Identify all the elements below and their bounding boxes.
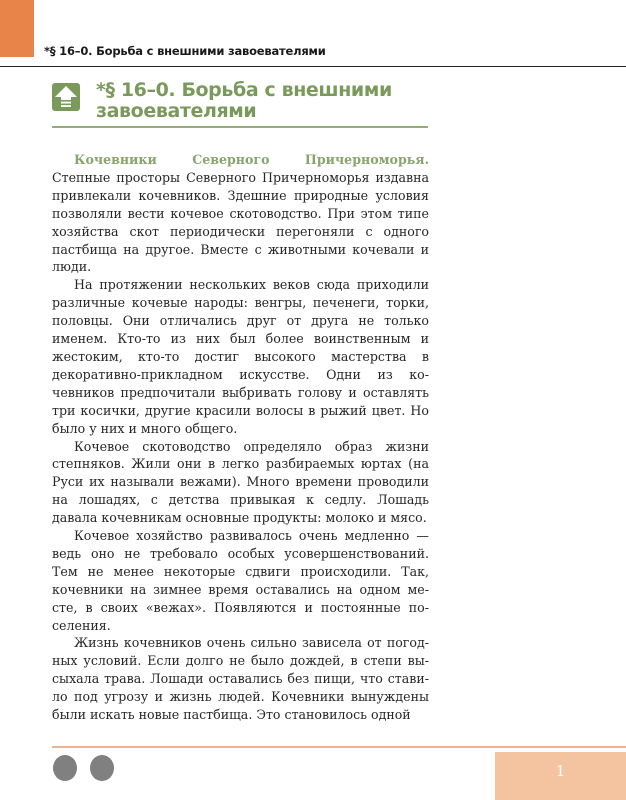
running-header: *§ 16–0. Борьба с внешними завоевателями bbox=[44, 44, 326, 58]
title-underline bbox=[52, 126, 428, 128]
paragraph bbox=[52, 527, 429, 634]
paragraph bbox=[52, 151, 429, 276]
decorative-dot bbox=[53, 755, 77, 781]
paragraph bbox=[52, 438, 429, 528]
paragraph-lead: Кочевники Северного Причерноморья. bbox=[74, 152, 429, 167]
paragraph-text: Кочевое скотоводство определяло образ жизни степняков. Жили они в легко разбираемых юртах (на Руси их называли вежами). Много времени проводили на лошадях, с детства привыкая к седлу. Лошадь давала кочевникам основные продукты: молоко и мясо. bbox=[52, 438, 429, 526]
paragraph-text: На протяжении нескольких веков сюда приходили различные кочевые народы: венгры, печенеги, торки, половцы. Они отличались друг от друга не только именем. Кто-то из них был более воинственным и жестоким, кто-то достиг высокого мастерства в декоративно-прикладном искусстве. Одни из кочевников предпочитали выбривать голову и оставлять три косички, другие красили волосы в рыжий цвет. Но было у них и много общего. bbox=[52, 277, 429, 436]
paragraph-text: Степные просторы Северного Причерноморья издавна привлекали кочевников. Здешние природные условия позволяли вести кочевое скотоводство. При этом типе хозяйства скот периодически перегоняли с одного пастбища на другое. Вместе с животными кочевали и люди. bbox=[52, 169, 429, 275]
header-divider bbox=[0, 66, 626, 67]
paragraph-text: Кочевое хозяйство развивалось очень медленно — ведь оно не требовало особых усовершенствований. Тем не менее некоторые сдвиги происходили. Так, кочевники на зимнее время оставались на одном месте, в своих «вежах». Появляются и постоянные поселения. bbox=[52, 528, 429, 633]
page-number-box bbox=[495, 752, 626, 800]
section-title: *§ 16–0. Борьба с внешними завоевателями bbox=[96, 79, 392, 122]
paragraph bbox=[52, 276, 429, 437]
paragraph-text: Жизнь кочевников очень сильно зависела от погодных условий. Если долго не было дождей, в степи высыхала трава. Лошади оставались без пищи, что ставило под угрозу и жизнь людей. Кочевники вынуждены были искать новые пастбища. Это становилось одной bbox=[52, 635, 429, 723]
page-number: 1 bbox=[555, 762, 566, 780]
decorative-dot bbox=[90, 755, 114, 781]
footer-divider bbox=[52, 746, 626, 748]
orange-corner-tab bbox=[0, 0, 34, 57]
up-arrow-icon bbox=[52, 83, 80, 111]
paragraph bbox=[52, 634, 429, 724]
body-text bbox=[52, 151, 429, 724]
